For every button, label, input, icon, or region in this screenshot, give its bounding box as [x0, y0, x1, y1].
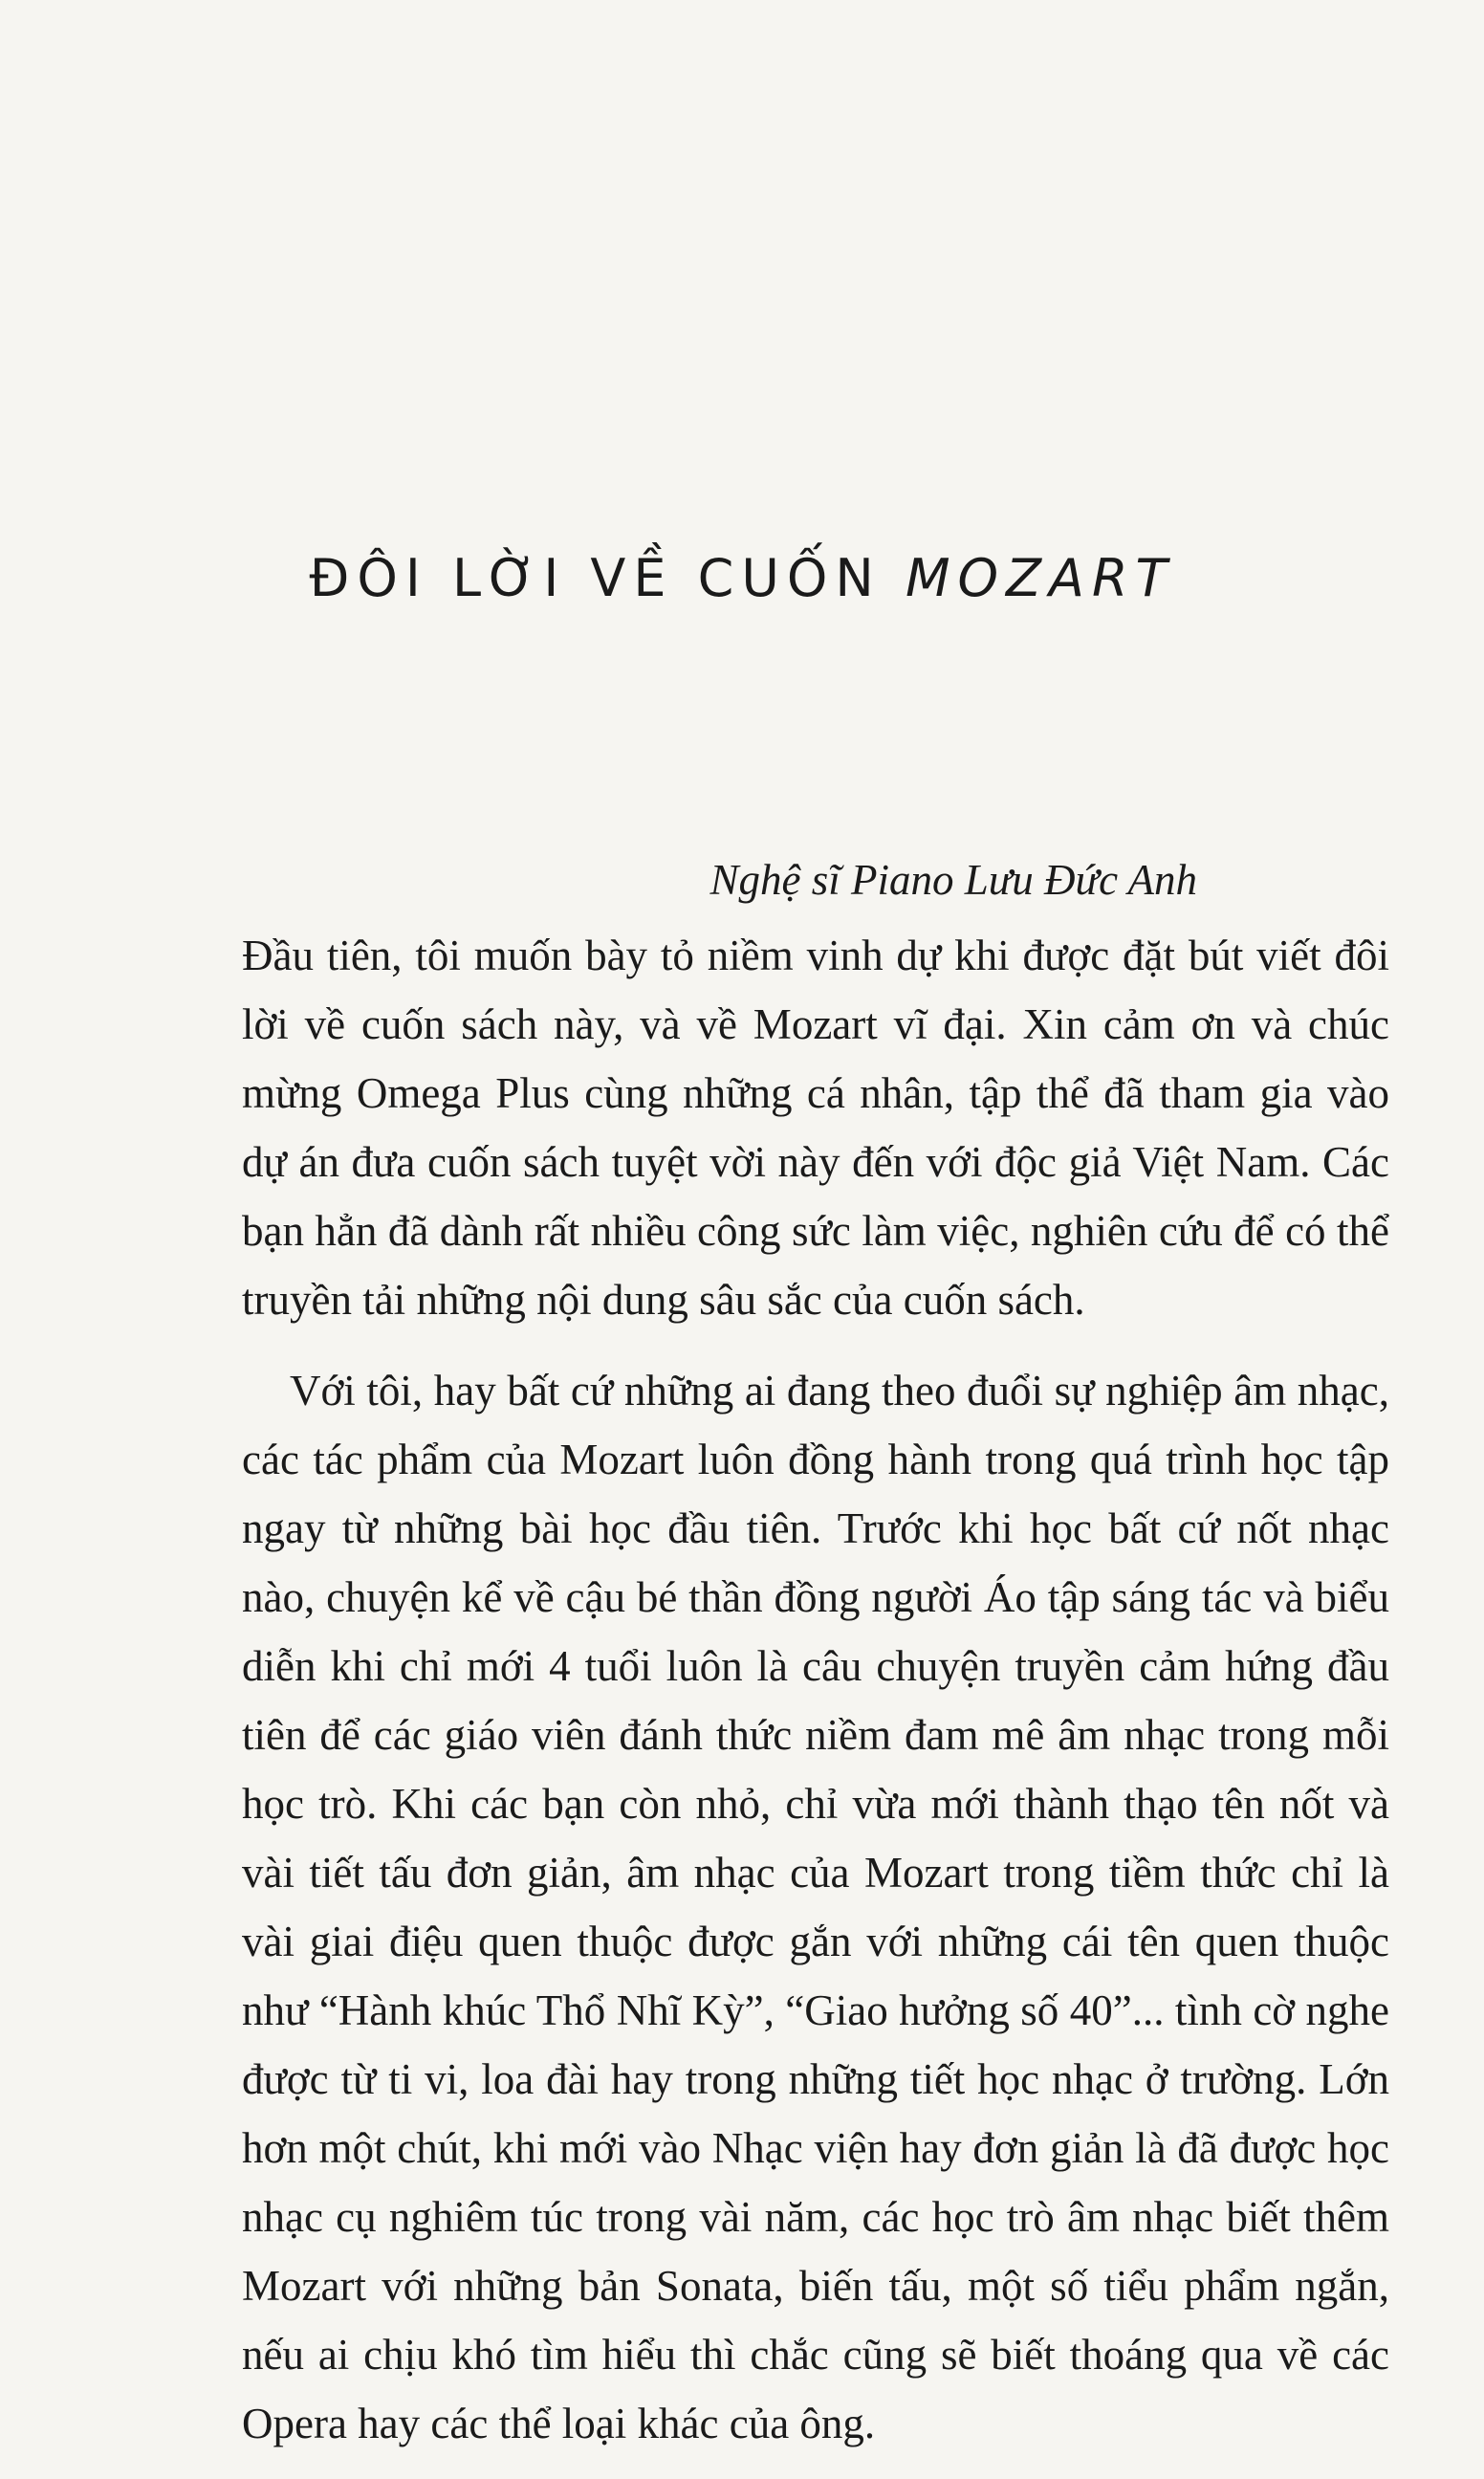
author-byline: Nghệ sĩ Piano Lưu Đức Anh [709, 856, 1197, 904]
paragraph-2: Với tôi, hay bất cứ những ai đang theo đuổi sự nghiệp âm nhạc, các tác phẩm của Mozart luôn đồng hành trong quá trình học tập ngay từ những bài học đầu tiên. Trước khi học bất cứ nốt nhạc nào, chuyện kể về cậu bé thần đồng người Áo tập sáng tác và biểu diễn khi chỉ mới 4 tuổi luôn là câu chuyện truyền cảm hứng đầu tiên để các giáo viên đánh thức niềm đam mê âm nhạc trong mỗi học trò. Khi các bạn còn nhỏ, chỉ vừa mới thành thạo tên nốt và vài tiết tấu đơn giản, âm nhạc của Mozart trong tiềm thức chỉ là vài giai điệu quen thuộc được gắn với những cái tên quen thuộc như “Hành khúc Thổ Nhĩ Kỳ”, “Giao hưởng số 40”... tình cờ nghe được từ ti vi, loa đài hay trong những tiết học nhạc ở trường. Lớn hơn một chút, khi mới vào Nhạc viện hay đơn giản là đã được học nhạc cụ nghiêm túc trong vài năm, các học trò âm nhạc biết thêm Mozart với những bản Sonata, biến tấu, một số tiểu phẩm ngắn, nếu ai chịu khó tìm hiểu thì chắc cũng sẽ biết thoáng qua về các Opera hay các thể loại khác của ông. [242, 1367, 1389, 2447]
body-text [242, 921, 1389, 2458]
page-title [0, 540, 1484, 617]
paragraph-1: Đầu tiên, tôi muốn bày tỏ niềm vinh dự khi được đặt bút viết đôi lời về cuốn sách này, và về Mozart vĩ đại. Xin cảm ơn và chúc mừng Omega Plus cùng những cá nhân, tập thể đã tham gia vào dự án đưa cuốn sách tuyệt vời này đến với độc giả Việt Nam. Các bạn hẳn đã dành rất nhiều công sức làm việc, nghiên cứu để có thể truyền tải những nội dung sâu sắc của cuốn sách. [242, 932, 1389, 1324]
title-italic: MOZART [905, 548, 1175, 608]
title-main: ĐÔI LỜI VỀ CUỐN [309, 548, 906, 608]
